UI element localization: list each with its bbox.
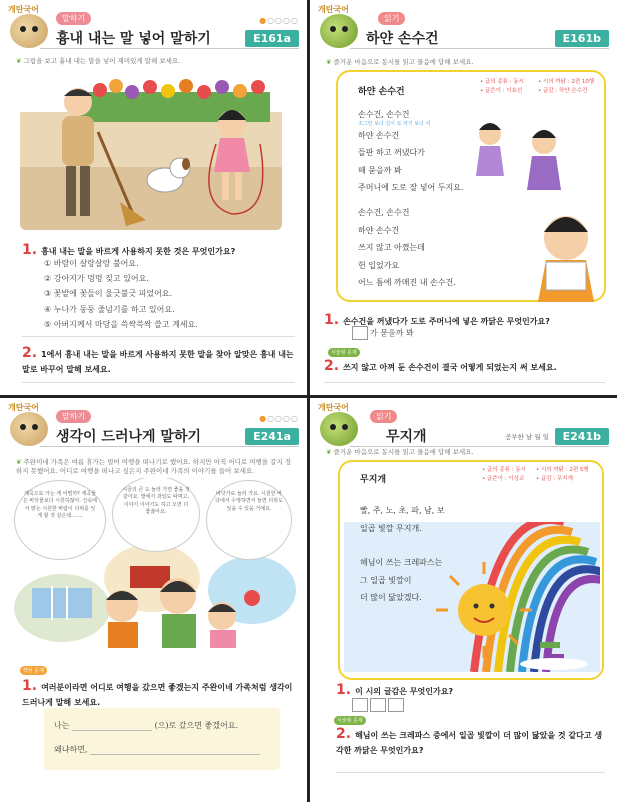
speech-bubble-right: 바닷가로 놀러 가요. 시원한 바다에서 수영하면서 놀면 더위도 잊을 수 있을 거예요. [206, 480, 292, 560]
poem-box [338, 460, 604, 680]
answer-box[interactable] [352, 326, 368, 340]
poem-note: 조그만 보다 길이 로 자기 보다 셔 [358, 120, 431, 127]
option-2[interactable]: ② 강아지가 멍멍 짖고 있어요. [44, 274, 149, 284]
unit-code: E161a [245, 30, 299, 47]
question-2: 2. 1에서 흉내 내는 말을 바르게 사용하지 못한 말을 찾아 알맞은 흉내 내는 말로 바꾸어 말해 보세요. [22, 345, 294, 374]
answer-box[interactable] [388, 698, 404, 712]
green-mascot-icon [320, 412, 358, 446]
poem-stanza-2: 손수건, 손수건 하얀 손수건 쓰지 않고 아꼈는데 헌 입었가요 어느 틈에 까매진 내 손수건. [358, 208, 456, 288]
option-1[interactable]: ① 바람이 살랑살랑 불어요. [44, 259, 139, 268]
answer-boxes [352, 694, 406, 713]
question-1: 1. 흉내 내는 말을 바르게 사용하지 못한 것은 무엇인가요? [22, 242, 236, 258]
girls-illustration [468, 112, 608, 302]
poem-stanza-1: 손수건, 손수건 조그만 보다 길이 로 자기 보다 셔 하얀 손수건 들판 하고 꺼냈다가 때 묻을까 봐 주머니에 도로 잘 넣어 두지요. [358, 110, 464, 193]
answer-area [44, 708, 280, 770]
unit-code: E241b [555, 428, 609, 445]
fill-line-1: 나는 (으)로 갔으면 좋겠어요. [54, 721, 238, 730]
panel-e241b [310, 398, 617, 802]
brand-logo: 개탄국어 [8, 403, 39, 412]
poem-stanza-1: 빨, 주, 노, 초, 파, 남, 보 일곱 빛깔 무지개. [360, 506, 445, 533]
poem-title: 하얀 손수건 [358, 87, 405, 97]
option-3[interactable]: ③ 꽃밭에 꽃들이 울긋불긋 피었어요. [44, 289, 173, 299]
brand-logo: 개탄국어 [318, 403, 349, 412]
options-list [44, 256, 198, 332]
page-title: 하얀 손수건 [366, 31, 439, 47]
instruction: ❦ 즐거운 마음으로 동시를 읽고 물음에 답해 보세요. [326, 448, 474, 456]
skill-tag: 읽기 [378, 12, 405, 25]
panel-e241a [0, 398, 307, 802]
essay-badge: 서술형 문제 [328, 348, 360, 357]
option-4[interactable]: ④ 누나가 둥둥 줄넘기를 하고 있어요. [44, 304, 175, 314]
reason-blank[interactable] [90, 745, 260, 755]
poem-meta-right: • 시의 까닭 : 2편 5행 • 글감 : 무지개 [536, 467, 589, 482]
answer-1: 가 묻을까 봐 [352, 326, 414, 340]
speech-bubble-left: 계곡으로 가는 게 어떨까? 계곡물은 바닷물보다 시원하잖아. 산속에서 맑는 시원한 바람이 더위를 잊게 할 것 같은데……. [14, 480, 106, 560]
poem-title: 무지개 [360, 475, 387, 485]
instruction: ❦ 즐거운 마음으로 동시를 읽고 물음에 답해 보세요. [326, 58, 474, 66]
family-illustration [12, 478, 297, 648]
question-2: 2. 해님이 쓰는 크레파스 중에서 일곱 빛깔이 더 많이 닳았을 것 같다고 생각한 까닭은 무엇인가요? [336, 726, 603, 755]
question-1: 1. 손수건을 꺼냈다가 도로 주머니에 넣은 까닭은 무엇인가요? [324, 312, 550, 328]
skill-tag: 말하기 [56, 12, 91, 25]
answer-box[interactable] [370, 698, 386, 712]
page-title: 생각이 드러나게 말하기 [56, 429, 201, 445]
unit-code: E161b [555, 30, 609, 47]
question-2: 2. 쓰지 않고 아껴 둔 손수건이 결국 어떻게 되었는지 써 보세요. [324, 358, 557, 374]
panel-e161a [0, 0, 307, 395]
speech-bubble-mid: 시골의 큰 도 놀러 가면 좋을 것 같아요. 밭에서 과일도 따먹고, 이야기 이야기도 하고 오면 더 좋잖아요. [112, 478, 200, 552]
option-5[interactable]: ⑤ 아버지께서 마당을 쓱싹쓱싹 쓸고 계세요. [44, 319, 198, 329]
difficulty-dots: ●○○○○ [259, 414, 299, 423]
instruction: ❦ 그림을 보고 흉내 내는 말을 넣어 재미있게 말해 보세요. [16, 57, 181, 65]
fill-blank[interactable] [72, 721, 152, 731]
onion-mascot-icon [10, 412, 48, 446]
green-mascot-icon [320, 14, 358, 48]
brand-logo: 개탄국어 [8, 5, 39, 14]
difficulty-dots: ●○○○○ [259, 16, 299, 25]
question-1: 1. 이 시의 글감은 무엇인가요? [336, 682, 454, 698]
onion-mascot-icon [10, 14, 48, 48]
unit-code: E241a [245, 428, 299, 445]
core-badge: 핵심 문제 [20, 666, 47, 675]
poem-meta-right: • 시의 까닭 : 2편 10행 • 글감 : 하얀 손수건 [538, 79, 595, 94]
skill-tag: 읽기 [370, 410, 397, 423]
panel-e161b [310, 0, 617, 395]
fill-line-2: 왜냐하면, [54, 744, 260, 755]
essay-badge: 서술형 문제 [334, 716, 366, 725]
page-title: 무지개 [386, 429, 427, 445]
poem-meta-left: • 글의 종류 : 동시 • 글쓴이 : 이효선 [480, 79, 524, 94]
brand-logo: 개탄국어 [318, 5, 349, 14]
answer-box[interactable] [352, 698, 368, 712]
study-date: 공부한 날 월 일 [505, 433, 549, 441]
instruction: ❦ 주완이네 가족은 여름 휴가는 멀어 여행을 떠나기로 했어요. 하지만 아직 어디로 여행을 갈지 정하지 못했어요. 어디로 여행을 떠나고 싶은지 주완이네 가족의 이야기를 들어 보세요. [16, 458, 292, 476]
skill-tag: 말하기 [56, 410, 91, 423]
poem-meta-left: • 글의 종류 : 동시 • 글쓴이 : 이상교 [482, 467, 526, 482]
question-1: 1. 여러분이라면 어디로 여행을 갔으면 좋겠는지 주완이네 가족처럼 생각이 드러나게 말해 보세요. [22, 678, 293, 707]
yard-illustration [20, 72, 282, 230]
page-title: 흉내 내는 말 넣어 말하기 [56, 31, 211, 47]
poem-stanza-2: 해님이 쓰는 크레파스는 그 일곱 빛깔이 더 많이 닳았겠다. [360, 558, 443, 603]
poem-box [336, 70, 606, 302]
